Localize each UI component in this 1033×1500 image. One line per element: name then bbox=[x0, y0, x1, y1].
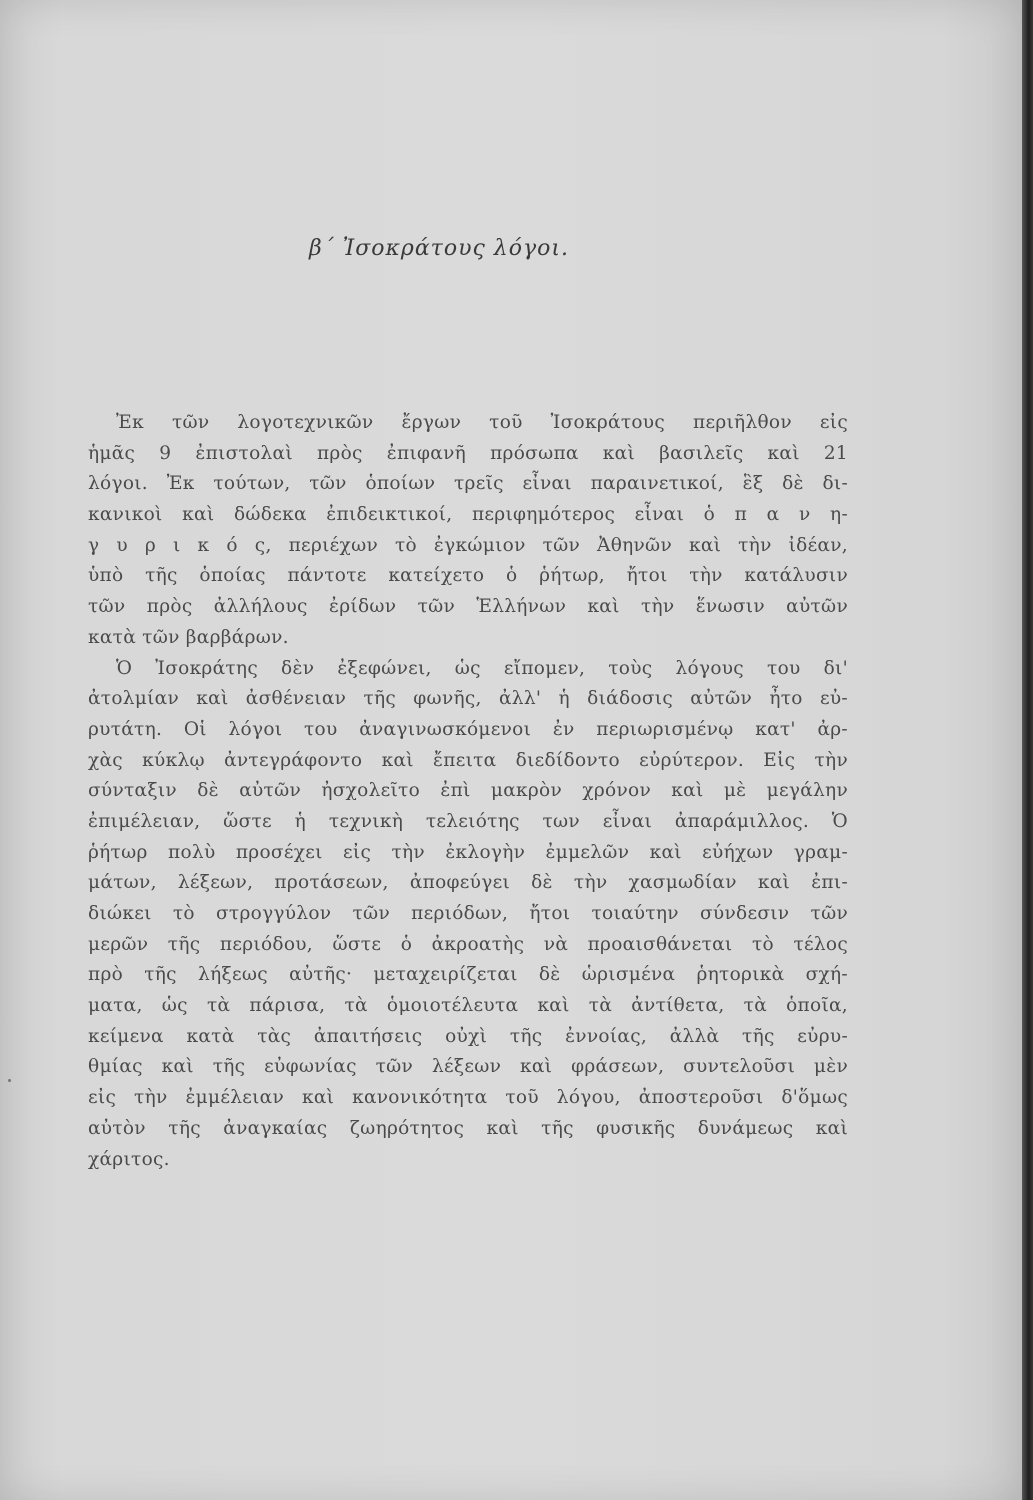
text-line: μάτων, λέξεων, προτάσεων, ἀποφεύγει δὲ τὴν χασμωδίαν καὶ ἐπι- bbox=[88, 872, 848, 894]
text-line: τῶν πρὸς ἀλλήλους ἐρίδων τῶν Ἑλλήνων καὶ τὴν ἕνωσιν αὐτῶν bbox=[88, 596, 848, 618]
text-line: ἀτολμίαν καὶ ἀσθένειαν τῆς φωνῆς, ἀλλ' ἡ διάδοσις αὐτῶν ἦτο εὐ- bbox=[88, 688, 848, 710]
margin-speck bbox=[8, 1079, 11, 1082]
text-line: θμίας καὶ τῆς εὐφωνίας τῶν λέξεων καὶ φράσεων, συντελοῦσι μὲν bbox=[88, 1056, 848, 1078]
paragraph-2 bbox=[88, 654, 848, 1176]
text-line: πρὸ τῆς λήξεως αὐτῆς· μεταχειρίζεται δὲ ὡρισμένα ῥητορικὰ σχή- bbox=[88, 964, 848, 986]
text-line: ρυτάτη. Οἱ λόγοι του ἀναγινωσκόμενοι ἐν περιωρισμένῳ κατ' ἀρ- bbox=[88, 718, 848, 740]
scan-border bbox=[1022, 0, 1033, 1500]
text-line: σύνταξιν δὲ αὐτῶν ἠσχολεῖτο ἐπὶ μακρὸν χρόνον καὶ μὲ μεγάλην bbox=[88, 780, 848, 802]
section-heading: β΄ Ἰσοκράτους λόγοι. bbox=[309, 236, 569, 261]
text-line: διώκει τὸ στρογγύλον τῶν περιόδων, ἤτοι τοιαύτην σύνδεσιν τῶν bbox=[88, 903, 848, 924]
text-line: κατὰ τῶν βαρβάρων. bbox=[88, 626, 289, 648]
text-line: ὑπὸ τῆς ὁποίας πάντοτε κατείχετο ὁ ῥήτωρ, ἤτοι τὴν κατάλυσιν bbox=[88, 565, 848, 587]
text-line: Ἐκ τῶν λογοτεχνικῶν ἔργων τοῦ Ἰσοκράτους περιῆλθον εἰς bbox=[116, 412, 848, 433]
text-line: χάριτος. bbox=[88, 1148, 170, 1170]
text-line: ἐπιμέλειαν, ὥστε ἡ τεχνικὴ τελειότης των εἶναι ἀπαράμιλλος. Ὁ bbox=[88, 810, 848, 832]
body-text bbox=[88, 408, 848, 1175]
text-line: ῥήτωρ πολὺ προσέχει εἰς τὴν ἐκλογὴν ἐμμελῶν καὶ εὐήχων γραμ- bbox=[88, 841, 848, 863]
text-line: ματα, ὡς τὰ πάρισα, τὰ ὁμοιοτέλευτα καὶ τὰ ἀντίθετα, τὰ ὁποῖα, bbox=[88, 995, 848, 1017]
text-line: κείμενα κατὰ τὰς ἀπαιτήσεις οὐχὶ τῆς ἐννοίας, ἀλλὰ τῆς εὐρυ- bbox=[88, 1025, 848, 1047]
text-line: κανικοὶ καὶ δώδεκα ἐπιδεικτικοί, περιφημότερος εἶναι ὁ π α ν η- bbox=[88, 504, 848, 526]
text-line: λόγοι. Ἐκ τούτων, τῶν ὁποίων τρεῖς εἶναι παραινετικοί, ἓξ δὲ δι- bbox=[88, 473, 848, 495]
paragraph-1 bbox=[88, 408, 848, 654]
text-line: εἰς τὴν ἐμμέλειαν καὶ κανονικότητα τοῦ λόγου, ἀποστεροῦσι δ'ὅμως bbox=[88, 1087, 848, 1109]
text-line: Ὁ Ἰσοκράτης δὲν ἐξεφώνει, ὡς εἴπομεν, τοὺς λόγους του δι' bbox=[116, 657, 848, 679]
text-line: αὐτὸν τῆς ἀναγκαίας ζωηρότητος καὶ τῆς φυσικῆς δυνάμεως καὶ bbox=[88, 1117, 848, 1139]
text-line: ἡμᾶς 9 ἐπιστολαὶ πρὸς ἐπιφανῆ πρόσωπα καὶ βασιλεῖς καὶ 21 bbox=[88, 442, 848, 464]
text-line: γ υ ρ ι κ ό ς, περιέχων τὸ ἐγκώμιον τῶν Ἀθηνῶν καὶ τὴν ἰδέαν, bbox=[88, 534, 848, 556]
text-line: μερῶν τῆς περιόδου, ὥστε ὁ ἀκροατὴς νὰ προαισθάνεται τὸ τέλος bbox=[88, 933, 848, 955]
text-line: χὰς κύκλῳ ἀντεγράφοντο καὶ ἔπειτα διεδίδοντο εὐρύτερον. Εἰς τὴν bbox=[88, 749, 848, 771]
